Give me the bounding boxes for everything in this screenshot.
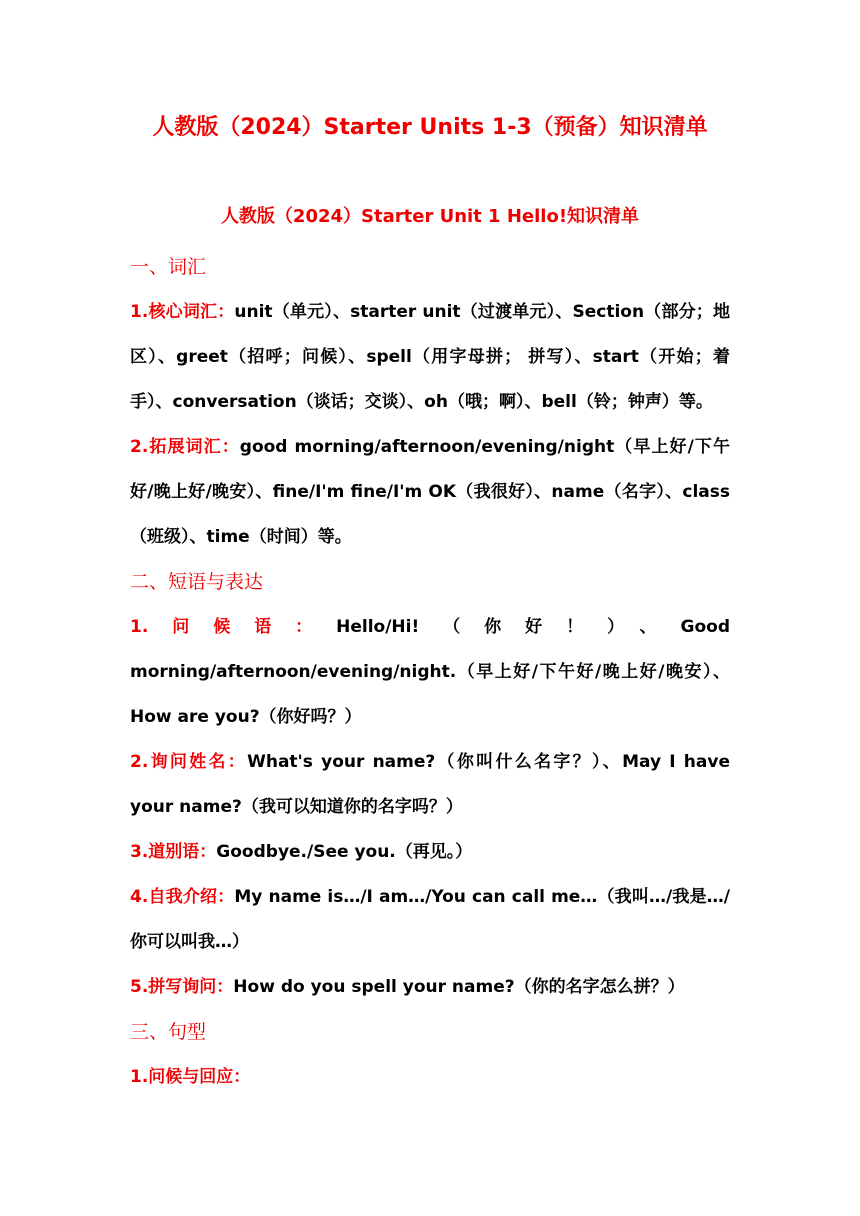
paragraph-greetings <box>130 605 730 740</box>
document-body <box>130 245 730 1100</box>
section-heading-vocab: 一、词汇 <box>130 256 207 278</box>
self-intro-text: My name is…/I am…/You can call me…（我叫…/我是…/你可以叫我…） <box>130 887 731 952</box>
ask-name-label: 2.询问姓名： <box>130 752 248 772</box>
extended-vocab-text: good morning/afternoon/evening/night（早上好/下午好/晚上好/晚安）、fine/I'm fine/I'm OK（我很好）、name（名字）、class（班级）、time（时间）等。 <box>130 437 730 547</box>
farewell-text: Goodbye./See you.（再见。） <box>216 842 473 862</box>
ask-name-text: What's your name?（你叫什么名字？）、May I have your name?（我可以知道你的名字吗？） <box>130 752 730 817</box>
paragraph-core-vocab <box>130 290 730 425</box>
spelling-label: 5.拼写询问： <box>130 977 234 997</box>
paragraph-extended-vocab <box>130 425 730 560</box>
greet-respond-label: 1.问候与回应： <box>130 1067 251 1087</box>
spelling-text: How do you spell your name?（你的名字怎么拼？） <box>233 977 685 997</box>
section-heading-phrases: 二、短语与表达 <box>130 571 264 593</box>
greetings-text: Hello/Hi!（你好！）、Good morning/afternoon/evening/night.（早上好/下午好/晚上好/晚安）、How are you?（你好吗？） <box>130 617 730 727</box>
greetings-label: 1.问候语： <box>130 617 337 637</box>
self-intro-label: 4.自我介绍： <box>130 887 235 907</box>
paragraph-greet-respond <box>130 1055 730 1100</box>
paragraph-farewell <box>130 830 730 875</box>
extended-vocab-label: 2.拓展词汇： <box>130 437 240 457</box>
core-vocab-text: unit（单元）、starter unit（过渡单元）、Section（部分；地区）、greet（招呼；问候）、spell（用字母拼； 拼写）、start（开始；着手）、conversation（谈话；交谈）、oh（哦；啊）、bell（铃；钟声）等。 <box>130 302 730 412</box>
paragraph-ask-name <box>130 740 730 830</box>
paragraph-spelling <box>130 965 730 1010</box>
paragraph-self-intro <box>130 875 730 965</box>
document-title: 人教版（2024）Starter Units 1-3（预备）知识清单 <box>152 115 708 140</box>
unit-subtitle: 人教版（2024）Starter Unit 1 Hello!知识清单 <box>220 206 640 227</box>
section-heading-sentences: 三、句型 <box>130 1021 207 1043</box>
farewell-label: 3.道别语： <box>130 842 217 862</box>
core-vocab-label: 1.核心词汇： <box>130 302 235 322</box>
